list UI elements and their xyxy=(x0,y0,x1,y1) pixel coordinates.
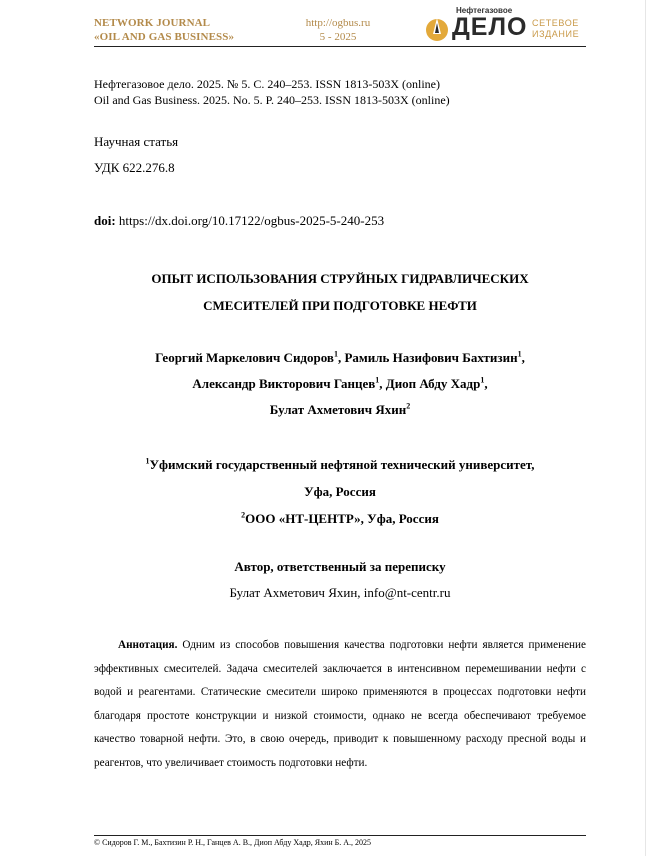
doi xyxy=(94,213,586,229)
oil-drop-logo-icon xyxy=(424,14,450,42)
journal-url[interactable]: http://ogbus.ru xyxy=(305,17,371,29)
journal-header xyxy=(94,6,586,50)
journal-name-line2: «OIL AND GAS BUSINESS» xyxy=(94,31,235,43)
logo-top-text: Нефтегазовое xyxy=(456,6,513,15)
affiliation-2 xyxy=(94,505,586,532)
authors-line1: Георгий Маркелович Сидоров$^1$, Рамиль Назифович Бахтизин$^1$, xyxy=(155,349,525,365)
correspondence-heading: Автор, ответственный за переписку xyxy=(234,559,446,574)
correspondence-contact[interactable]: Булат Ахметович Яхин, info@nt-centr.ru xyxy=(229,585,451,600)
citation xyxy=(94,76,586,108)
affiliation-1-city: Уфа, Россия xyxy=(304,484,376,499)
journal-url-block xyxy=(302,16,374,44)
doi-label: doi: xyxy=(94,213,116,228)
author-name: Александр Викторович Ганцев xyxy=(192,376,376,391)
author-name: Булат Ахметович Яхин xyxy=(269,402,407,417)
footer-divider xyxy=(94,835,586,836)
author-affiliation-mark: 2 xyxy=(406,401,411,411)
affiliations xyxy=(94,451,586,532)
citation-ru: Нефтегазовое дело. 2025. № 5. С. 240–253. ISSN 1813-503X (online) xyxy=(94,77,440,91)
author-name: Диоп Абду Хадр xyxy=(385,376,481,391)
author-affiliation-mark: 1 xyxy=(517,349,522,359)
article-title-line1: ОПЫТ ИСПОЛЬЗОВАНИЯ СТРУЙНЫХ ГИДРАВЛИЧЕСКИХ xyxy=(151,271,529,286)
affiliation-number: 2 xyxy=(241,510,246,520)
article-title xyxy=(94,265,586,319)
author-name: Рамиль Назифович Бахтизин xyxy=(344,350,518,365)
abstract-label: Аннотация. xyxy=(118,639,178,651)
logo-side-text xyxy=(532,18,579,40)
abstract-text: Одним из способов повышения качества подготовки нефти является применение эффективных смесителей. Задача смесителей заключается в интенсивном перемешивании нефти с водой и реагентами. Статические смесители широко применяются в процессах подготовки нефти благодаря простоте конструкции и низкой стоимости, однако не всегда обеспечивают требуемое качество товарной нефти. Это, в свою очередь, приводит к повышенному расходу пресной воды и реагентов, что увеличивает стоимость подготовки нефти. xyxy=(94,639,586,769)
author-name: Георгий Маркелович Сидоров xyxy=(155,350,334,365)
journal-logo xyxy=(424,8,586,48)
article-title-line2: СМЕСИТЕЛЕЙ ПРИ ПОДГОТОВКЕ НЕФТИ xyxy=(203,298,477,313)
citation-en: Oil and Gas Business. 2025. No. 5. P. 240–253. ISSN 1813-503X (online) xyxy=(94,93,450,107)
copyright-footer: © Сидоров Г. М., Бахтизин Р. Н., Ганцев А. В., Диоп Абду Хадр, Яхин Б. А., 2025 xyxy=(94,838,372,847)
doi-link[interactable]: https://dx.doi.org/10.17122/ogbus-2025-5-240-253 xyxy=(118,213,385,228)
affiliation-number: 1 xyxy=(145,456,150,466)
affiliation-text: Уфимский государственный нефтяной технический университет, xyxy=(149,457,535,472)
logo-side-line1: СЕТЕВОЕ xyxy=(532,18,579,28)
affiliation-text: ООО «НТ-ЦЕНТР», Уфа, Россия xyxy=(245,511,439,526)
authors-line3 xyxy=(94,397,586,423)
authors-line2: Александр Викторович Ганцев$^1$, Диоп Абду Хадр$^1$, xyxy=(192,375,488,391)
journal-issue: 5 - 2025 xyxy=(319,31,357,43)
journal-name-line1: NETWORK JOURNAL xyxy=(94,17,211,29)
logo-main-text: ДЕЛО xyxy=(452,13,528,41)
author-affiliation-mark: 1 xyxy=(375,375,380,385)
authors xyxy=(94,345,586,423)
udk-code: УДК 622.276.8 xyxy=(94,160,175,175)
author-affiliation-mark: 1 xyxy=(480,375,485,385)
author-affiliation-mark: 1 xyxy=(333,349,338,359)
article-type: Научная статья xyxy=(94,134,179,149)
abstract xyxy=(94,634,586,776)
affiliation-1 xyxy=(94,451,586,478)
journal-name xyxy=(94,16,234,44)
header-divider xyxy=(94,46,586,47)
logo-side-line2: ИЗДАНИЕ xyxy=(532,29,580,39)
